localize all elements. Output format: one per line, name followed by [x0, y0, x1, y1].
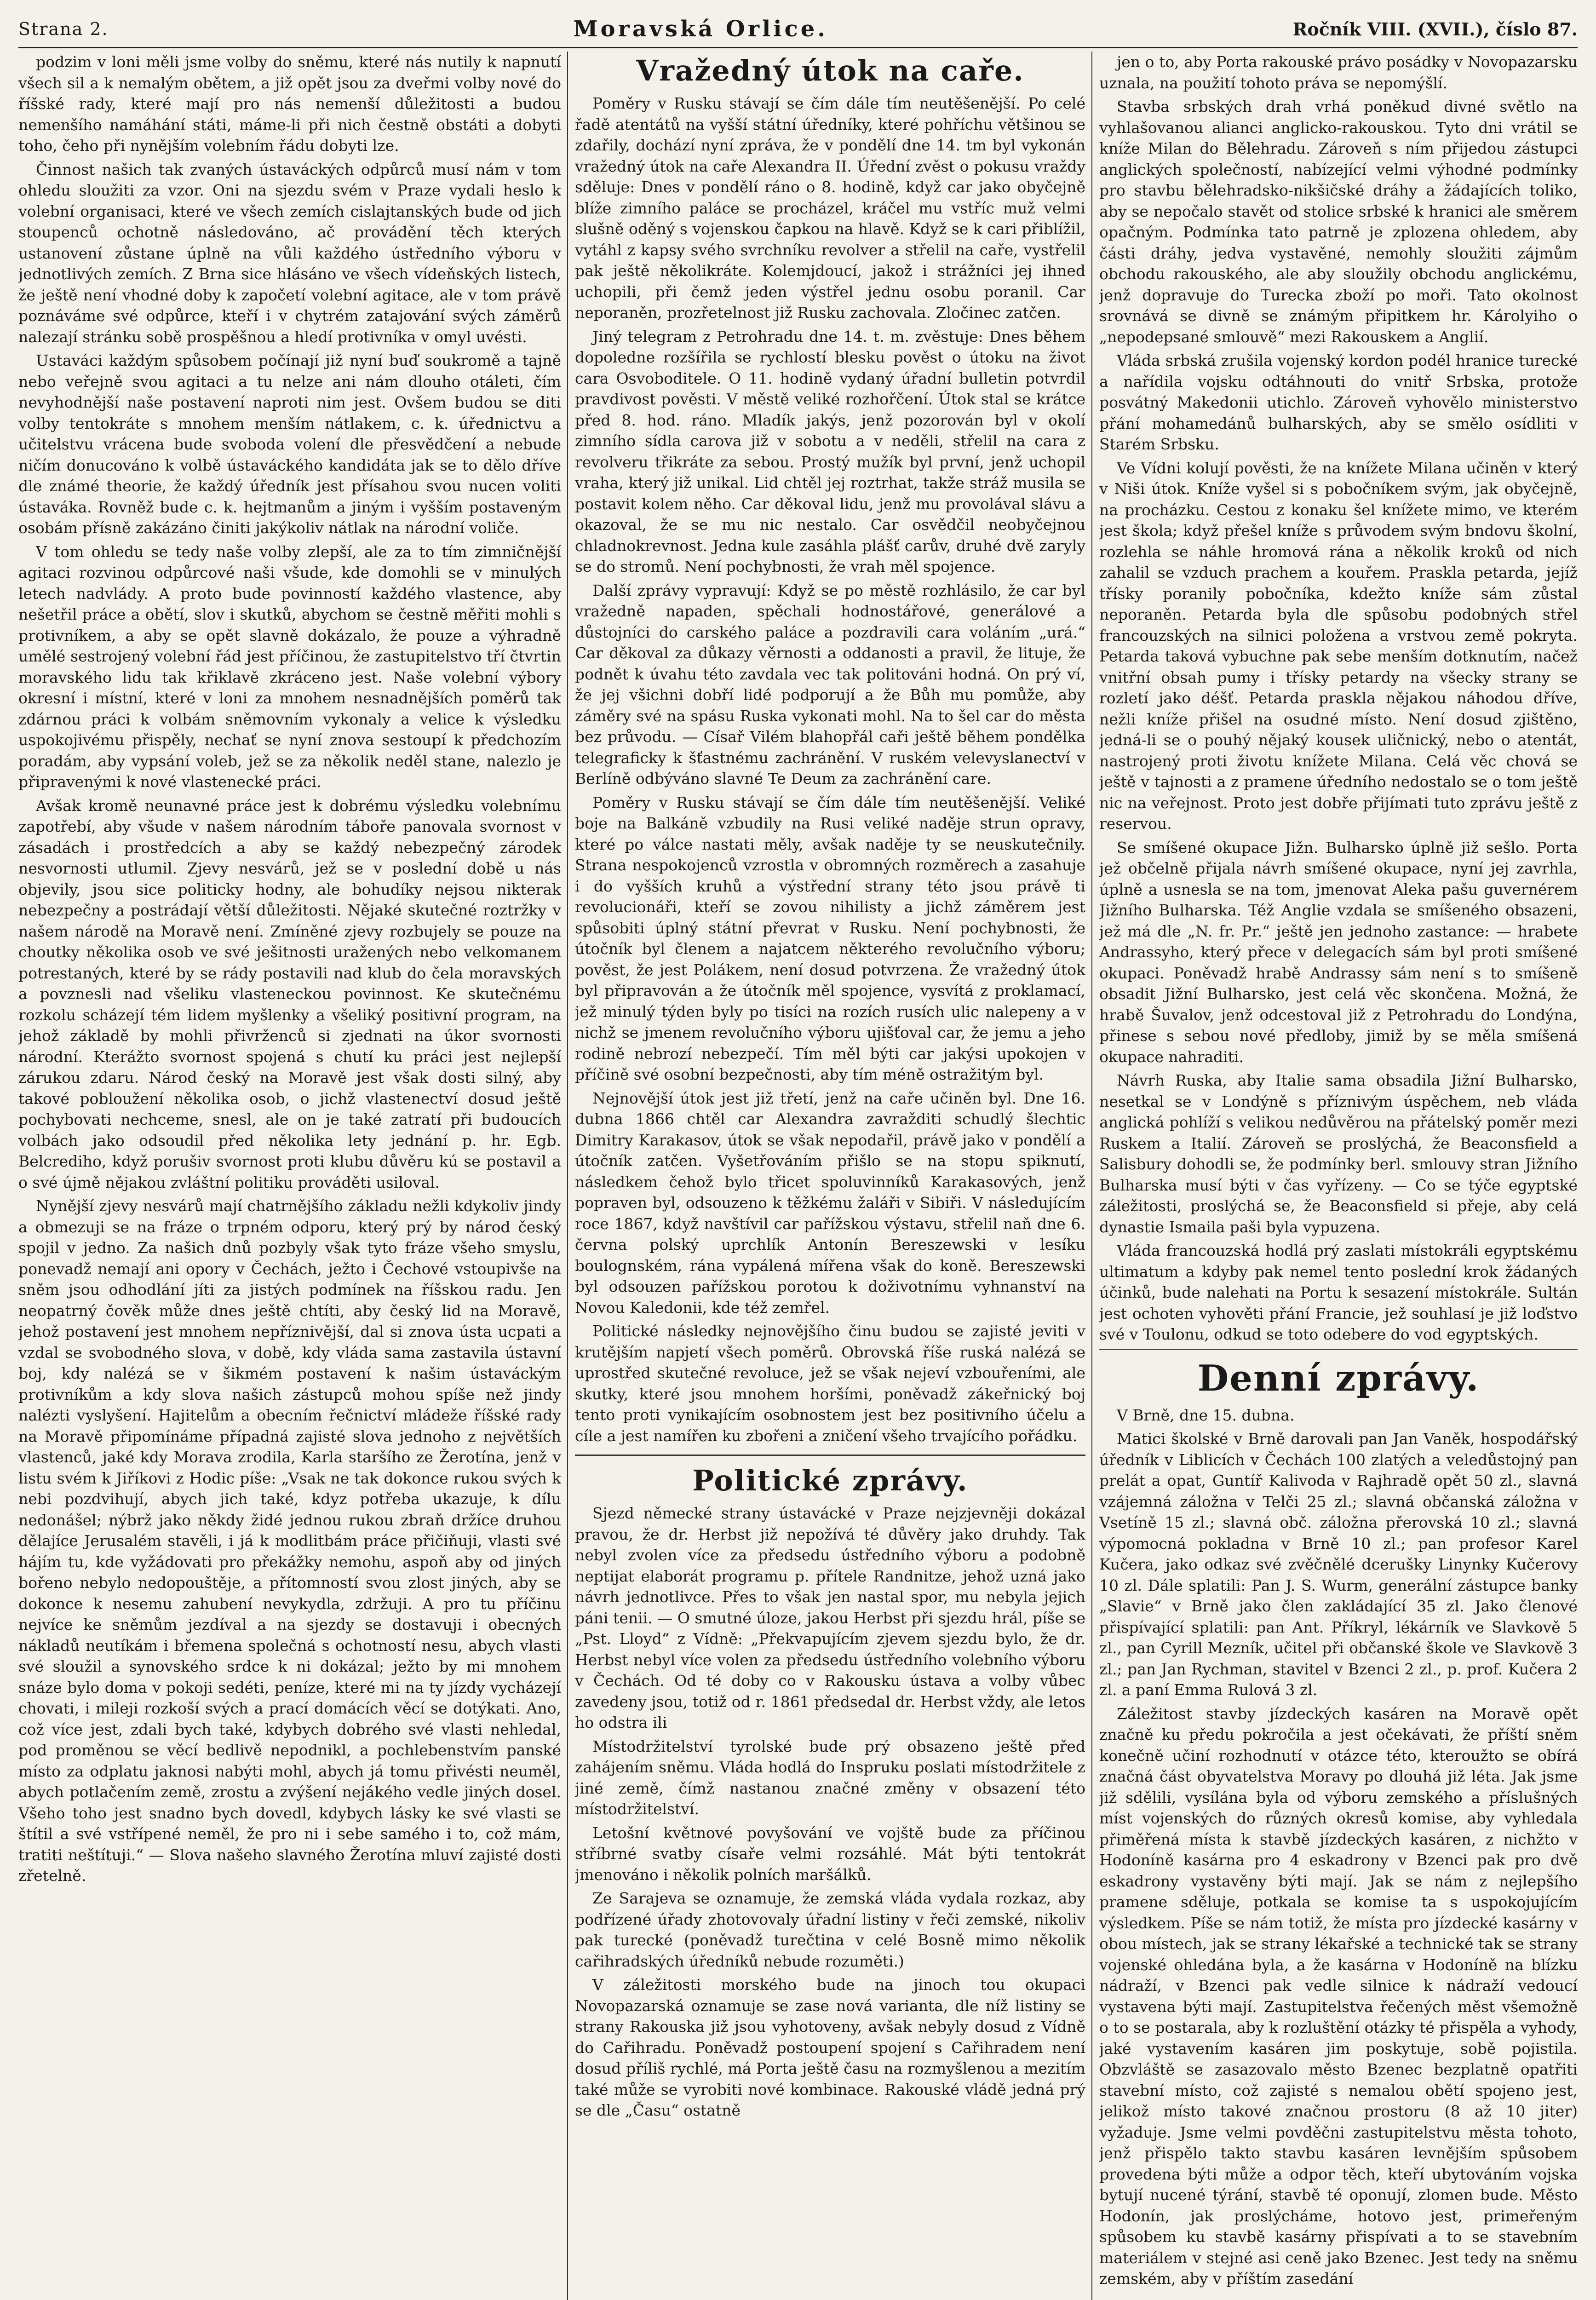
article-paragraph: Činnost našich tak zvaných ústaváckých odpůrců musí nám v tom ohledu sloužiti za vzor. Oni na sjezdu svém v Praze vydali heslo k volební organisaci, které ve všech zemích cislajtanských bude od jich stoupenců ochotně následováno, ač provádění těch kterých ustanovení zůstane úplně na vůli každého ústředního výboru v jednotlivých zemích. Z Brna sice hlásáno ve všech vídeňských listech, že ještě není vhodné doby k započetí volební agitace, ale v tom právě poznáváme své odpůrce, kteří i v chytrém zatajování svých záměrů nalezají stránku sobě prospěšnou a hledí protivníka v omyl uvésti.: [18, 160, 561, 346]
article-paragraph: Matici školské v Brně darovali pan Jan Vaněk, hospodářský úředník v Liblicích v Čechách 100 zlatých a veledůstojný pan prelát a opat, Guntíř Kalivoda v Rajhradě opět 50 zl., slavná vzájemná záložna v Telči 25 zl.; slavná občanská záložna v Vsetíně 15 zl.; slavná obč. záložna přerovská 10 zl.; slavná výpomocná pokladna v Brně 10 zl.; pan profesor Karel Kučera, jako odkaz své zvěčnělé dcerušky Linynky Kučerovy 10 zl. Dále splatili: Pan J. S. Wurm, generální zástupce banky „Slavie“ v Brně jako člen zakládající 35 zl. Jako členové přispívající splatili: pan Ant. Příkryl, lékárník ve Slavkově 5 zl., pan Cyrill Mezník, učitel při občanské škole ve Slavkově 3 zl.; pan Jan Rychman, stavitel v Bzenci 2 zl., p. prof. Kučera 2 zl. a paní Emma Rulová 3 zl.: [1099, 1430, 1578, 1699]
article-paragraph: Sjezd německé strany ústavácké v Praze nejzjevněji dokázal pravou, že dr. Herbst již nepožívá té důvěry jako druhdy. Tak nebyl zvolen více za předsedu ústředního výboru a podobně neptijat elaborát programu p. přítele Randnitze, jehož uzná jako návrh jednotlivce. Přes to však jen nastal spor, mu nebyla jejich páni tenii. — O smutné úloze, jakou Herbst při sjezdu hrál, píše se „Pst. Lloyd“ z Vídně: „Překvapujícím zjevem sjezdu bylo, že dr. Herbst nebyl více volen za předsedu ústředního volebního výboru v Čechách. Od té doby co v Rakousku ústava a volby vůbec zavedeny jsou, totiž od r. 1861 předsedal dr. Herbst vždy, ale letos ho odstra ili: [575, 1504, 1085, 1731]
article-paragraph: Vláda srbská zrušila vojenský kordon podél hranice turecké a nařídila vojsku odtáhnouti do vnitř Srbska, protože posvátný Makedonii utichlo. Zároveň vyhovělo ministerstvo přání mohamedánů bulharských, aby se smělo osídliti v Starém Srbsku.: [1099, 351, 1578, 453]
article-paragraph: Letošní květnové povyšování ve vojště bude za příčinou stříbrné svatby císaře velmi rozsáhlé. Mát býti tentokrát jmenováno i několik polních maršálků.: [575, 1823, 1085, 1884]
article-paragraph: Další zprávy vypravují: Když se po městě rozhlásilo, že car byl vražedně napaden, spěchali hodnostářové, generálové a důstojníci do carského paláce a pozdravili cara voláním „urá.“ Car děkoval za důkazy věrnosti a oddanosti a pravil, že lituje, že podnět k úvahu této zavdala vec tak politováni hodná. On prý ví, že jej všichni dobří lidé podporují a že Bůh mu pomůže, aby záměry své na spásu Ruska vykonati mohl. Na to šel car do města bez průvodu. — Císař Vilém blahopřál caři ještě během pondělka telegraficky k šťastnému zachránění. V ruském velevyslanectví v Berlíně odbýváno slavné Te Deum za zachránění care.: [575, 581, 1085, 788]
article-paragraph: Ve Vídni kolují pověsti, že na knížete Milana učiněn v který v Niši útok. Kníže vyšel si s pobočníkem svým, jak obyčejně, na procházku. Cestou z konaku šel knížete mimo, ve kterém jest škola; když přešel kníže s průvodem svým bndovu školní, rozlehla se náhle hromová rána a několik kroků od nich zahalil se vzduch prachem a kouřem. Praskla petarda, jejíž třísky poranily pobočníka, kdežto kníže sám zůstal neporaněn. Petarda byla dle spůsobu podobných střel francouzských na silnici položena a vrstvou země pokryta. Petarda taková vybuchne pak sebe menším dotknutím, načež vnitřní obsah pumy i třísky petardy na všecky strany se rozletí jako déšť. Petarda praskla nějakou náhodou dříve, nežli kníže přišel na osudné místo. Není dosud zjištěno, jedná-li se o pouhý nějaký kousek uličnický, nebo o atentát, nastrojený proti životu knížete Milana. Celá věc chová se ještě v tajnosti a z pramene úředního nedostalo se o tom ještě nic na veřejnost. Proto jest dobře přijímati tuto zprávu ještě z reservou.: [1099, 459, 1578, 833]
article-paragraph: V záležitosti morského bude na jinoch tou okupaci Novopazarská oznamuje se zase nová varianta, dle níž listiny se strany Rakouska již jsou vyhotoveny, avšak nebyly dosud z Vídně do Cařihradu. Poněvadž postoupení spojení s Cařihradem není dosud příliš rychlé, má Porta ještě času na rozmyšlenou a mezitím také může se vyrobiti nové kombinace. Rakouské vládě jedná prý se dle „Času“ ostatně: [575, 1976, 1085, 2119]
editorial-body: [18, 52, 561, 1886]
article-paragraph: Avšak kromě neunavné práce jest k dobrému výsledku volebnímu zapotřebí, aby všude v našem národním táboře panovala svornost v zásadách i prostředcích a aby se každý nebezpečný zárodek nesvornosti utlumil. Zjevy nesvárů, jež se v poslední době u nás objevily, jsou sice politicky hodny, ale bohudíky nejsou nikterak nebezpečny a postrádají větší důležitosti. Nějaké skutečné roztržky v našem národě na Moravě není. Zmíněné zjevy rozbujely se pouze na choutky několika osob ve své ješitnosti uražených nebo velkomanem potrestaných, které by se rády postavili nad klub do čela moravských a povznesli nad všeliku vlasteneckou povinnost. Ke skutečnému rozkolu scházejí tém lidem myšlenky a všeliký positivní program, na jehož základě by mohli přivrženců si zjednati na úkor svornosti národní. Kterážto svornost spojená s chutí ku práci jest nejlepší zárukou zdaru. Národ český na Moravě jest však dosti silný, aby takové pobloužení několika osob, o jichž vlastenectví dosud ještě pochybovati nechceme, snesl, ale on je také zatratí při budoucích volbách jako odsoudil před několika lety jednání p. hr. Egb. Belcrediho, když porušiv svornost proti klubu důvěru kú se postavil a o své újmě nějakou zvláštní politiku prováděti usiloval.: [18, 796, 561, 1191]
article-paragraph: Stavba srbských drah vrhá poněkud divné světlo na vyhlašovanou alianci anglicko-rakouskou. Tyto dni vrátil se kníže Milan do Bělehradu. Zároveň s ním přijedou zástupci anglických společností, nabízející velmi výhodné podmínky pro stavbu bělehradsko-nikšičské dráhy a žádajících toliko, aby se nepočalo stavět od stolice srbské k hranici ale směrem opačným. Podmínka tato patrně je zplozena ohledem, aby části dráhy, jedva vystavěné, nemohly sloužiti zájmům obchodu rakouského, ale aby sloužily obchodu anglickému, jenž dopravuje do Turecka zboží po moři. Tato okolnost srovnává se divně se známým připitkem hr. Károlyiho o „nepodepsané smlouvě“ mezi Rakouskem a Anglií.: [1099, 98, 1578, 346]
article-paragraph: Záležitost stavby jízdeckých kasáren na Moravě opět značně ku předu pokročila a jest očekávati, že příští sněm konečně učiní rozhodnutí v otázce této, kteroužto se obírá značná část obyvatelstva Moravy po dlouhá již léta. Jak jsme již sdělili, vysílána byla od výboru zemského a příslušných míst vojenských do různých okresů komise, aby vyhledala přiměřená místa k stavbě jízdeckých kasáren, z nichžto v Hodoníně kasárna pro 4 eskadrony v Bzenci pak pro dvě eskadrony vystavěny býti mají. Jak se nám z nejlepšího pramene sděluje, potkala se komise ta s uspokojujícím výsledkem. Píše se nám totiž, že místa pro jízdecké kasárny v obou místech, jak se strany lékařské a technické tak se strany vojenské ohledána byla, a že kasárna v Hodoníně na blízku nádraží, v Bzenci pak vedle silnice k nádraží vedoucí vystavena býti mají. Zastupitelstva řečených měst všemožně o to se postarala, aby k rozluštění otázky té přispěla a vyhody, jaké vystavením kasáren jim poskytuje, sobě pojistila. Obzvláště se zasazovalo město Bzenec bezplatně opatřiti stavební místo, což zajisté s nemalou obětí spojeno jest, jelikož místo takové značnou prostoru (8 až 10 jiter) vyžaduje. Jsme velmi povděčni zastupitelstvu města tohoto, jenž přispělo takto stavbu kasáren levnějším spůsobem provedena býti může a odpor těch, kteří ubytováním vojska bytují nucené týrání, stavbě té oponují, zlomen bude. Město Hodonín, jak proslýcháme, hotovo jest, primeřeným spůsobem ku stavbě kasárny přispívati a to se stavebním materiálem v stejné asi ceně jako Bzenec. Jest tedy na sněmu zemském, aby v příštím zasedání: [1099, 1704, 1578, 2288]
section-title-daily-news: Denní zprávy.: [1099, 1348, 1578, 1399]
article-paragraph: Poměry v Rusku stávají se čím dále tím neutěšenější. Veliké boje na Balkáně vzbudily na Rusi veliké naděje strun opravy, které po válce nastati měly, avšak naděje ty se neuskutečnily. Strana nespokojenců vzrostla v obromných rozměrech a zasahuje i do vyšších kruhů a výstřední strany této jsou právě ti revolucionáři, kteří se zovou nihilisty a jichž záměrem jest spůsobiti úplný státní převrat v Rusku. Není pochybnosti, že útočník byl členem a najatcem některého revolučního výboru; pověst, že jest Polákem, není dosud potvrzena. Že vražedný útok byl připravován a že útočník měl spojence, vysvítá z proklamací, jež minulý týden byly po tisíci na rozích rusích ulic nalepeny a v nichž se jmenem revolučního výboru ujišťoval car, že jemu a jeho rodině nebrozí nebezpečí. Tím měl býti car jakýsi upokojen v příčině své osobní bezpečnosti, aby tím méně ostražitým byl.: [575, 793, 1085, 1083]
article-paragraph: Návrh Ruska, aby Italie sama obsadila Jižní Bulharsko, nesetkal se v Londýně s příznivým úspěchem, neb vláda anglická pohlíží s velikou nedůvěrou na přátelský poměr mezi Ruskem a Italií. Zároveň se proslýchá, že Beaconsfield a Salisbury dohodli se, že podmínky berl. smlouvy stran Jižního Bulharska musí býti v čas vyřízeny. — Co se týče egyptské záležitosti, proslýchá se, že Beaconsfield si přeje, aby celá dynastie Ismaila paši byla vypuzena.: [1099, 1071, 1578, 1236]
article-paragraph: Poměry v Rusku stávají se čím dále tím neutěšenější. Po celé řadě atentátů na vyšší státní úředníky, které pohříchu většinou se zdařily, dochází nyní zpráva, že v pondělí dne 14. tm byl vykonán vražedný útok na caře Alexandra II. Úřední zvěst o pokusu vraždy sděluje: Dnes v pondělí ráno o 8. hodině, když car jako obyčejně blíže zimního paláce se procházel, kráčel mu vstříc muž velmi slušně oděný s vojenskou čapkou na hlavě. Když se k cari přiblížil, vytáhl z kapsy svého svrchníku revolver a střelil na caře, vystřelil pak ještě několikráte. Kolemjdoucí, jakož i strážníci jej ihned uchopili, při čemž jeden výstřel jednu osobu poranil. Car neporaněn, prozřetelnost již Rusku zachovala. Zločinec zatčen.: [575, 94, 1085, 322]
article-title-assassination: Vražedný útok na caře.: [636, 54, 1024, 87]
article-paragraph: Jiný telegram z Petrohradu dne 14. t. m. zvěstuje: Dnes během dopoledne rozšířila se rychlostí blesku pověst o útoku na život cara Osvoboditele. O 11. hodině vydaný úřadní bulletin potvrdil pravdivost pověsti. V městě veliké rozhořčení. Útok stal se krátce před 8. hod. ráno. Mladík jakýs, jenž pozorován byl v okolí zimního sídla carova již v sobotu a v neděli, střelil na cara z revolveru třikráte za sebou. Prostý mužík byl první, jenž uchopil vraha, který již unikal. Lid chtěl jej roztrhat, takže stráž musila se postavit kolem něho. Car děkoval lidu, jenž mu provolával slávu a okazoval, že se mu nic nestalo. Car osvědčil neobyčejnou chladnokrevnost. Jedna kule zasáhla plášť carův, druhé dvě zaryly se do stromů. Není pochybnosti, že vrah měl spojence.: [575, 327, 1085, 575]
article-paragraph: Ze Sarajeva se oznamuje, že zemská vláda vydala rozkaz, aby podřízené úřady zhotovovaly úřadní listiny v řeči zemské, nikoliv pak turecké (poněvadž turečtina v celé Bosně mimo několik cařihradských úředníků nebude rozuměti.): [575, 1889, 1085, 1970]
article-paragraph: Nynější zjevy nesvárů mají chatrnějšího základu nežli kdykoliv jindy a obmezuji se na fráze o trpném odporu, který prý by národ český spojil v jedno. Za našich dnů pozbyly však tyto fráze všeho smyslu, ponevadž nemají ani opory v Čechách, ježto i Čechové vstoupivše na sněm jsou odhodlání jíti za jistých podmínek na říšskou radu. Jen neopatrný čověk může dnes ještě chtíti, aby český lid na Moravě, jehož postavení jest mnohem nepříznivější, dal si znova ústa ucpati a vzdal se svobodného slova, v době, kdy vláda sama zastavila ústavní boj, kdy nalézá se v šikmém postavení k našim ústaváckým protivníkům a kdy slova našich zástupců mohou spíše než jindy nalézti vyslyšení. Hajitelům a obecním řečnictví mládeže říšské rady na Moravě připomínáme případná zajisté slova jednoho z největších vlastenců, jaké kdy Morava zrodila, Karla staršího ze Žerotína, jenž v listu svém k Jiříkovi z Hodic píše: „Vsak ne tak dokonce rukou svých k nebi pozdvihují, abych jich také, kdyz potřeba ukazuje, k dílu nedonášel; nýbrž jako někdy židé jednou rukou zbraň držíce druhou dělajíce Jerusalém stavěli, i já k modlitbám práce přičiňuji, vlasti své hájím tu, kde vyžádovati pro překážky nemohu, aspoň aby od jiných bořeno nebylo nedopouštěje, a přítomností svou zlost jiných, aby se dokonce k nesemu zahubení nevykydla, zdržuji. A pro tu příčinu nejvíce ke sněmům jezdíval a na sjezdy se dostavuji i obecných nákladů neutíkám i břemena společná s ochotností nesu, abych vlasti své sloužil a synovského srdce k ni dokázal; ježto by mi mnohem snáze bylo doma v pokoji sedéti, peníze, které mi na ty jízdy vycházejí chovati, i mileji rozkoší svých a prací domácích věcí se dotýkati. Ano, což více jest, zdali bych také, kdybych dobrého své vlasti nehledal, pod proměnou se věcí bedlivě nepodnikl, a pochlebenstvím panské místo za odplatu jaknosi nabýti mohl, abych já tomu přivésti neuměl, abych potlačením země, zrostu a zvýšení nejákého vedle jiných dosel. Všeho toho jest snadno bych dovedl, kdybych lásky ke své vlasti se štítil a své vstřípené neměl, že pro ni i sebe samého i to, což mám, tratiti neštítuji.“ — Slova našeho slavného Žerotína mluví zajisté dosti zřetelně.: [18, 1197, 561, 1885]
politics-body: [575, 1503, 1085, 2121]
masthead-title: Moravská Orlice.: [573, 16, 828, 42]
column-divider: [1091, 52, 1092, 2300]
article-paragraph: Se smíšené okupace Jižn. Bulharsko úplně již sešlo. Porta jež občelně přijala návrh smíšené okupace, nyní jej zavrhla, úplně a usnesla se na tom, jmenovat Aleka pašu guvernérem Jižního Bulharska. Též Anglie vzdala se smíšeného obsazeni, jež má dle „N. fr. Pr.“ ještě jen jednoho zastance: — hrabete Andrassyho, který přece v delegacích sám byl proti smíšené okupaci. Poněvadž hrabě Andrassy sám není s to smíšeně obsadit Jižní Bulharsko, jest celá věc skončena. Možná, že hrabě Šuvalov, jenž odcestoval již z Petrohradu do Londýna, přinese s sebou nové předloby, jimiž by se měla smíšená okupace nahraditi.: [1099, 838, 1578, 1066]
assassination-body: [575, 93, 1085, 1446]
issue-info: Ročník VIII. (XVII.), číslo 87.: [1292, 18, 1578, 40]
column-foreign-daily: [1099, 52, 1578, 2300]
page-header: [18, 11, 1578, 48]
article-paragraph: jen o to, aby Porta rakouské právo posádky v Novopazarsku uznala, na použití tohoto práva se nepomýšlí.: [1099, 53, 1578, 92]
column-news: [575, 52, 1085, 2300]
daily-news-body: [1099, 1405, 1578, 2289]
section-title-politics: Politické zprávy.: [575, 1455, 1085, 1497]
column-editorial: [18, 52, 561, 2300]
article-paragraph: Vláda francouzská hodlá prý zaslati místokráli egyptskému ultimatum a kdyby pak nemel tento poslední krok žádaných účinků, bude nalehati na Portu k sesazení místokrále. Sultán jest ochoten vyhověti přání Francie, jež souhlasí je již loďstvo své v Toulonu, odkud se toto odebere do vod egyptských.: [1099, 1242, 1578, 1343]
article-paragraph: Ustaváci každým spůsobem počínají již nyní buď soukromě a tajně nebo veřejně svou agitaci a tu nelze ani nám dlouho otáleti, čím nevyhodnější naše postavení naproti nim jest. Ovšem budou se diti volby tentokráte s mnohem menším nátlakem, c. k. úřednictvu a učitelstvu vrácena bude svoboda volení dle přesvědčení a nebude ničím donucováno k volbě ústaváckého kandidáta jak se to dělo dříve dle známé theorie, že každý úředník jest přísahou svou nucen voliti ústaváka. Rovněž bude c. k. hejtmanům a jiným i vyšším postaveným osobám přísně zakázáno činiti jakýkoliv nátlak na národní voliče.: [18, 351, 561, 537]
column-divider: [567, 52, 568, 2300]
article-paragraph: Politické následky nejnovějšího činu budou se zajisté jeviti v krutějším napjetí všech poměrů. Obrovská říše ruská nalézá se uprostřed skutečné revoluce, jež se však nejeví vzbouřeními, ale skutky, které jsou mnohem horšími, poněvadž zákeřnický boj tento proti vynikajícím osobnostem jest bez positivního účelu a cíle a jest namířen ku zbořeni a zničení všeho trvajícího pořádku.: [575, 1322, 1085, 1445]
article-paragraph: Místodržitelství tyrolské bude prý obsazeno ještě před zahájením sněmu. Vláda hodlá do Inspruku poslati místodržitele z jiné země, čímž nastanou značné změny v obsazení této místodržitelství.: [575, 1737, 1085, 1818]
article-paragraph: podzim v loni měli jsme volby do sněmu, které nás nutily k napnutí všech sil a k nemalým obětem, a již opět jsou za dveřmi volby nové do říšské rady, které mají pro nás nemenší důležitosti a budou nemenšího namáhání státi, máme-li při nich čestně obstáti a dobyti toho, čeho při nynějším volebním řádu dobyti lze.: [18, 53, 561, 155]
foreign-news-body: [1099, 52, 1578, 1345]
article-paragraph: V Brně, dne 15. dubna.: [1117, 1406, 1295, 1424]
page-number: Strana 2.: [18, 19, 109, 39]
article-paragraph: V tom ohledu se tedy naše volby zlepší, ale za to tím zimničnější agitaci rozvinou odpůrcové naši všude, kde domohli se v minulých letech nadvlády. A proto bude povinností každého vlastence, aby nešetřil práce a obětí, slov i skutků, abychom se čestně měřiti mohli s protivníkem, a aby se opět slavně dokázalo, že pouze a výhradně umělé sestrojený volební řád jest příčinou, že zastupitelstvo tří čtvrtin moravského lidu tak křiklavě zkráceno jest. Naše volební výbory okresní i místní, které v loni za mnohem nesnadnějších poměrů tak zdárnou práci k volbám sněmovním vykonaly a velice k výsledku uspokojivému přispěly, nechať se nyní znova sestoupí k předchozím poradám, aby vypsání voleb, jež se za několik neděl stane, nalezlo je připravenými k nové vlastenecké práci.: [18, 542, 561, 791]
article-paragraph: Nejnovější útok jest již třetí, jenž na caře učiněn byl. Dne 16. dubna 1866 chtěl car Alexandra zavražditi schudlý šlechtic Dimitry Karakasov, útok se však nepodařil, právě jako v pondělí a útočník zatčen. Vyšetřováním přišlo se na stopu spiknutí, následkem čehož bylo třicet spoluvinníků Karakasových, jenž popraven byl, odsouzeno k těžkému žaláři v Sibiři. V následujícím roce 1867, když navštívil car pařížskou výstavu, střelil naň dne 6. června polský uprchlík Antonín Bereszewski v lesíku boulognském, rána vypálená mířena však do koně. Bereszewski byl odsouzen pařížskou porotou k doživotnímu vyhnanství na Novou Kaledonii, kde též zemřel.: [575, 1089, 1085, 1317]
